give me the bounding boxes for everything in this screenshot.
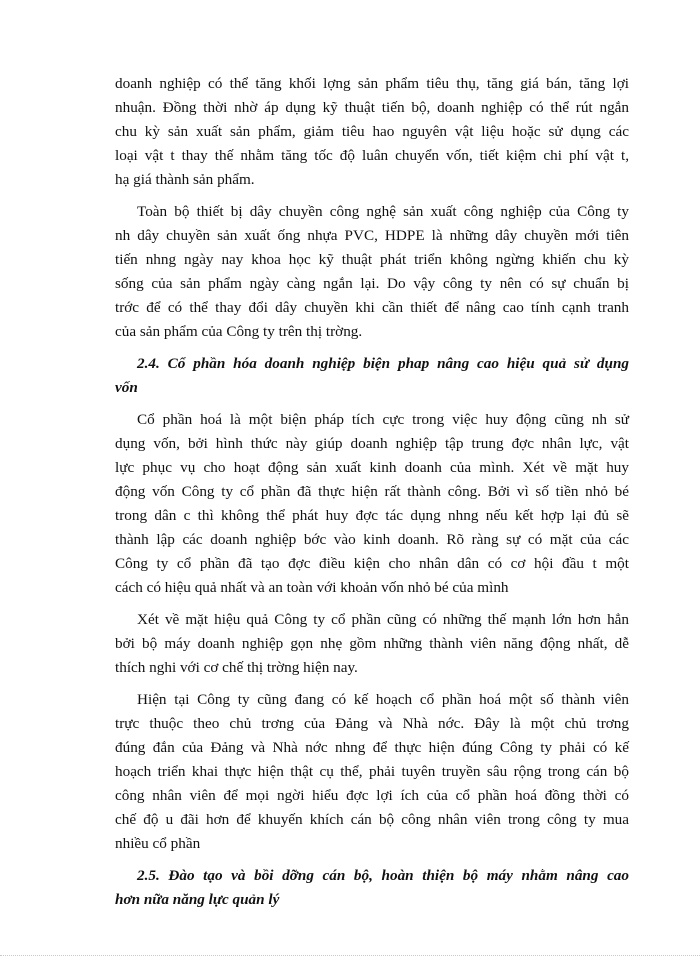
text-line: hạ giá thành sản phẩm. [115, 171, 255, 188]
text-line: Xét về mặt hiệu quả Công ty cổ phần cũng có những thế mạnh lớn hơn hẳn [137, 611, 629, 628]
text-line: thành lập các doanh nghiệp bớc vào kinh doanh. Rõ ràng sự có mặt của các [115, 531, 629, 548]
text-line: lực phục vụ cho hoạt động sản xuất kinh doanh của mình. Xét về mặt huy [115, 459, 629, 476]
text-line: loại vật t thay thế nhằm tăng tốc độ luân chuyển vốn, tiết kiệm chi phí vật t, [115, 147, 629, 164]
text-line: Cổ phần hoá là một biện pháp tích cực trong việc huy động cũng nh sử [137, 411, 629, 428]
text-line: Công ty cổ phần đã tạo đợc điều kiện cho nhân dân có cơ hội đầu t một [115, 555, 629, 572]
paragraph-2 [115, 200, 629, 344]
text-line: động vốn Công ty cổ phần đã thực hiện rất thành công. Bởi vì số tiền nhỏ bé [115, 483, 629, 500]
text-line: nh dây chuyền sản xuất ống nhựa PVC, HDPE là những dây chuyền mới tiên [115, 227, 629, 244]
paragraph-1 [115, 72, 629, 192]
text-line: hoạch triển khai thực hiện thật cụ thể, phải tuyên truyền sâu rộng trong cán bộ [115, 763, 629, 780]
heading-line: 2.4. Cổ phần hóa doanh nghiệp biện phap nâng cao hiệu quả sử dụng [137, 355, 629, 372]
text-line: sống của sản phẩm ngày càng ngắn lại. Do vậy công ty nên có sự chuẩn bị [115, 275, 629, 292]
section-heading-2-5 [115, 864, 629, 912]
text-line: cách có hiệu quả nhất và an toàn với khoản vốn nhỏ bé của mình [115, 579, 509, 596]
heading-line: 2.5. Đào tạo và bồi dỡng cán bộ, hoàn thiện bộ máy nhằm nâng cao [137, 867, 629, 884]
heading-line: hơn nữa năng lực quản lý [115, 891, 280, 908]
paragraph-4 [115, 608, 629, 680]
text-line: đúng đắn của Đảng và Nhà nớc nhng để thực hiện đúng Công ty phải có kế [115, 739, 629, 756]
text-line: nhiều cổ phần [115, 835, 201, 852]
text-line: của sản phẩm của Công ty trên thị trờng. [115, 323, 363, 340]
paragraph-5 [115, 688, 629, 856]
text-line: chế độ u đãi hơn để khuyến khích cán bộ công nhân viên trong công ty mua [115, 811, 629, 828]
text-line: chu kỳ sản xuất sản phẩm, giảm tiêu hao nguyên vật liệu hoặc sử dụng các [115, 123, 629, 140]
text-line: công nhân viên để mọi ngời hiểu đợc lợi ích của cổ phần hoá đồng thời có [115, 787, 629, 804]
text-line: tiến nhng ngày nay khoa học kỹ thuật phát triển không ngừng khiến chu kỳ [115, 251, 629, 268]
paragraph-3 [115, 408, 629, 600]
text-line: trực thuộc theo chủ trơng của Đảng và Nhà nớc. Đây là một chủ trơng [115, 715, 629, 732]
page-bottom-divider [0, 955, 700, 956]
section-heading-2-4 [115, 352, 629, 400]
heading-line: vốn [115, 379, 138, 396]
text-line: dụng vốn, bởi hình thức này giúp doanh nghiệp tập trung đợc nhân lực, vật [115, 435, 629, 452]
text-line: Hiện tại Công ty cũng đang có kế hoạch cổ phần hoá một số thành viên [137, 691, 629, 708]
text-line: Toàn bộ thiết bị dây chuyền công nghệ sản xuất công nghiệp của Công ty [137, 203, 629, 220]
text-line: trong dân c thì không thể phát huy đợc tác dụng nhng nếu kết hợp lại đủ sẽ [115, 507, 629, 524]
document-page [115, 72, 629, 920]
text-line: thích nghi với cơ chế thị trờng hiện nay. [115, 659, 358, 676]
text-line: nhuận. Đồng thời nhờ áp dụng kỹ thuật tiến bộ, doanh nghiệp có thể rút ngắn [115, 99, 629, 116]
text-line: doanh nghiệp có thể tăng khối lợng sản phẩm tiêu thụ, tăng giá bán, tăng lợi [115, 75, 629, 92]
text-line: bởi bộ máy doanh nghiệp gọn nhẹ gồm những thành viên năng động nhất, dễ [115, 635, 629, 652]
text-line: trớc để có thể thay đổi dây chuyền khi cần thiết để nâng cao tính cạnh tranh [115, 299, 629, 316]
